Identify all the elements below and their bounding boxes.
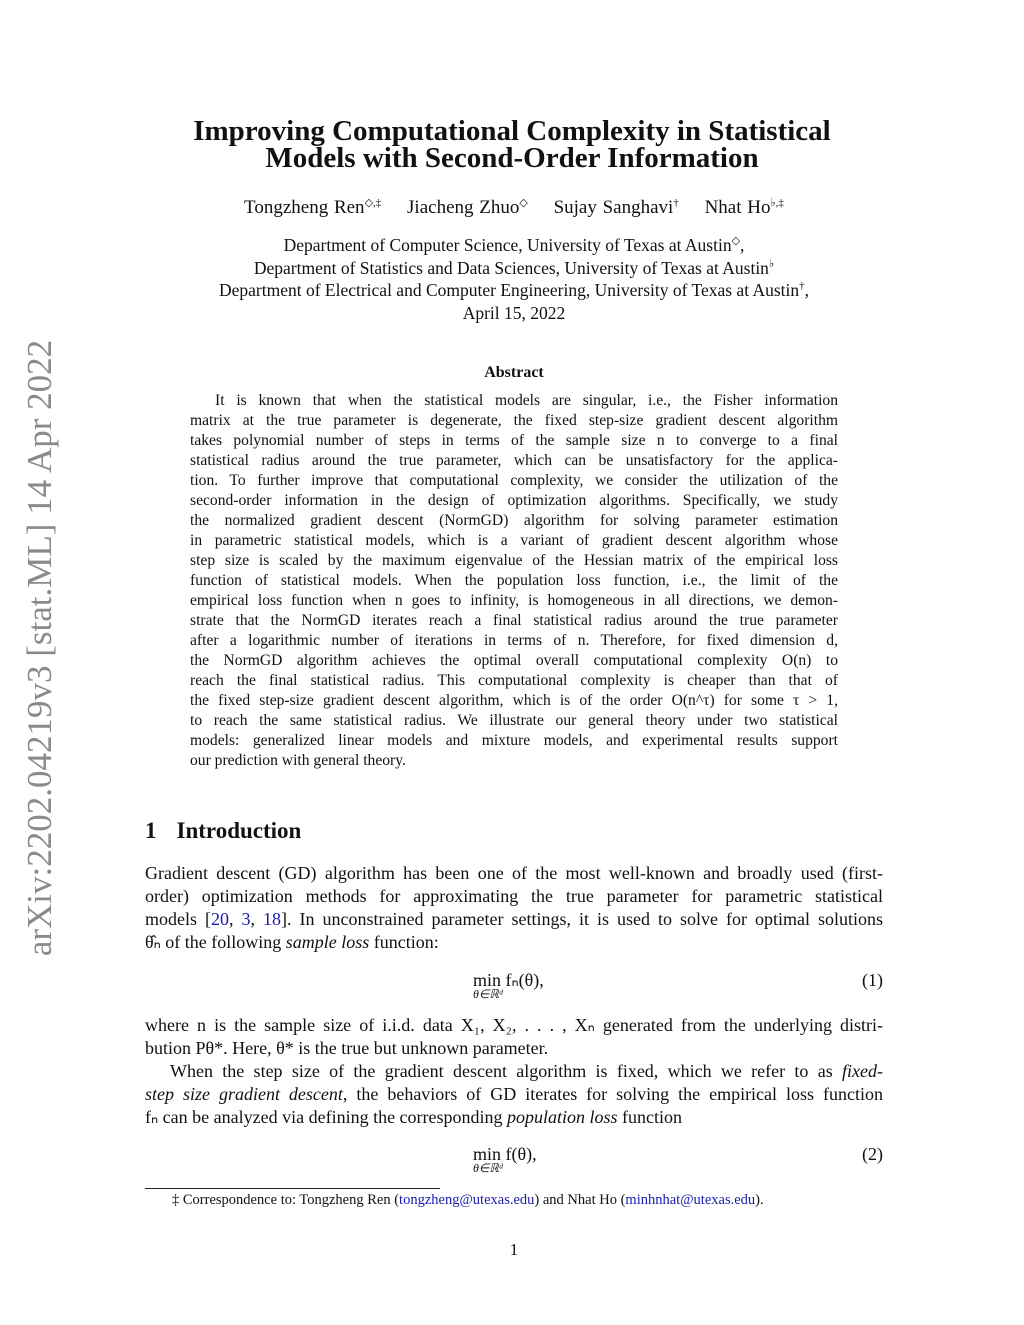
footnote: ‡ Correspondence to: Tongzheng Ren (tongzheng@utexas.edu) and Nhat Ho (minhnhat@utexas.edu).: [172, 1192, 764, 1208]
paper-title-line-2: Models with Second-Order Information: [265, 142, 759, 174]
abstract-line: after a logarithmic number of iterations in terms of n. Therefore, for fixed dimension d,: [190, 632, 838, 649]
abstract-line: takes polynomial number of steps in terms of the sample size n to converge to a final: [190, 432, 838, 449]
section-heading: 1 Introduction: [145, 818, 302, 843]
abstract-line: second-order information in the design of optimization algorithms. Specifically, we study: [190, 492, 838, 509]
abstract-line: the normalized gradient descent (NormGD) algorithm for solving parameter estimation: [190, 512, 838, 529]
abstract-line: tion. To further improve that computational complexity, we consider the utilization of the: [190, 472, 838, 489]
date: April 15, 2022: [462, 303, 566, 324]
abstract-body: [190, 391, 838, 771]
abstract-line: our prediction with general theory.: [190, 752, 406, 769]
citation-link[interactable]: 18: [263, 909, 282, 929]
abstract-line: models: generalized linear models and mixture models, and experimental results support: [190, 732, 838, 749]
author-list: [0, 197, 1024, 219]
author: Nhat Ho♭,‡: [704, 197, 784, 218]
intro-paragraph-1: Gradient descent (GD) algorithm has been one of the most well-known and broadly used (first- order) optimization methods for approximating the true parameter for parametric statistical models [20, 3, 18]. In unconstrained parameter settings, it is used to solve for optimal solutions θ̂ₙ of the following sample loss function:: [145, 863, 884, 952]
intro-paragraph-2: where n is the sample size of i.i.d. data X₁, X₂, . . . , Xₙ generated from the underlying distri- bution Pθ*. Here, θ* is the true but unknown parameter. When the step size of the gradient descent algorithm is fixed, which we refer to as fixed- step size gradient descent, the behaviors of GD iterates for solving the empirical loss function fₙ can be analyzed via defining the corresponding population loss function: [145, 1015, 883, 1127]
author: Sujay Sanghavi†: [553, 197, 679, 218]
affiliation: Department of Electrical and Computer Engineering, University of Texas at Austin†,: [218, 280, 810, 301]
abstract-line: matrix at the true parameter is degenerate, the fixed step-size gradient descent algorithm: [190, 412, 838, 429]
abstract-line: function of statistical models. When the population loss function, i.e., the limit of the: [190, 572, 838, 589]
footnote-rule: [145, 1188, 440, 1189]
abstract-line: statistical radius around the true parameter, which can be unsatisfactory for the applica-: [190, 452, 838, 469]
abstract-line: step size is scaled by the maximum eigenvalue of the Hessian matrix of the empirical loss: [190, 552, 838, 569]
abstract-line: reach the final statistical radius. This computational complexity is cheaper than that of: [190, 672, 838, 689]
abstract-heading: Abstract: [484, 364, 544, 381]
email-link[interactable]: tongzheng@utexas.edu: [399, 1192, 535, 1208]
abstract-line: in parametric statistical models, which is a variant of gradient descent algorithm whose: [190, 532, 838, 549]
author: Jiacheng Zhuo◇: [407, 197, 528, 218]
citation-link[interactable]: 3: [241, 909, 251, 929]
page-number: 1: [509, 1240, 519, 1259]
abstract-line: It is known that when the statistical models are singular, i.e., the Fisher information: [215, 392, 838, 409]
paper-title-line-1: Improving Computational Complexity in Statistical: [193, 115, 831, 147]
affiliation: Department of Statistics and Data Sciences, University of Texas at Austin♭: [253, 257, 775, 278]
author: Tongzheng Ren◇,‡: [244, 197, 382, 218]
abstract-line: empirical loss function when n goes to infinity, is homogeneous in all directions, we demon-: [190, 592, 838, 609]
email-link[interactable]: minhnhat@utexas.edu: [625, 1192, 756, 1208]
affiliation: Department of Computer Science, University of Texas at Austin◇,: [283, 235, 745, 255]
abstract-line: the fixed step-size gradient descent algorithm, which is of the order O(n^τ) for some τ > 1,: [190, 692, 838, 709]
arxiv-identifier: arXiv:2202.04219v3 [stat.ML] 14 Apr 2022: [20, 339, 59, 957]
abstract-line: strate that the NormGD iterates reach a final statistical radius around the true parameter: [190, 612, 838, 629]
citation-link[interactable]: 20: [211, 909, 229, 929]
abstract-line: to reach the same statistical radius. We illustrate our general theory under two statistical: [190, 712, 838, 729]
abstract-line: the NormGD algorithm achieves the optimal overall computational complexity O(n) to: [190, 652, 838, 669]
affiliations: [0, 234, 1024, 325]
